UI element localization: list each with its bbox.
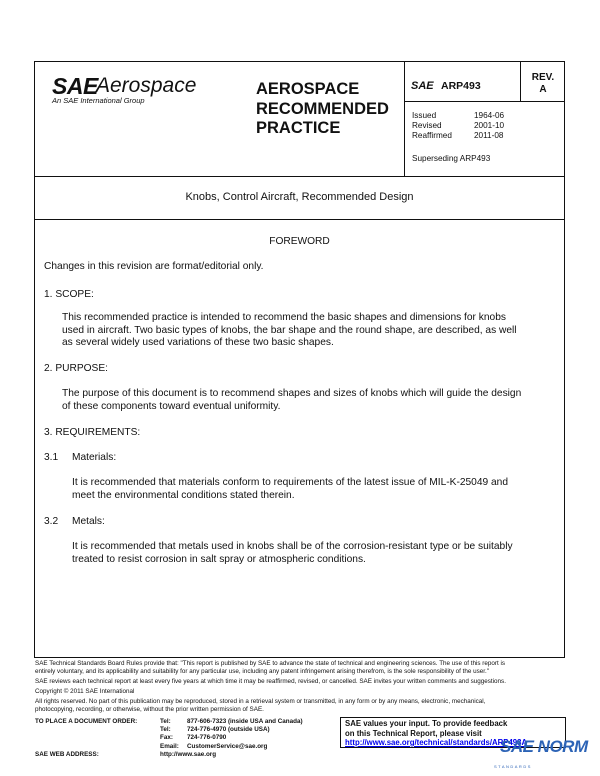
revision-value: A <box>539 84 547 95</box>
sae-norm-watermark: SAE NORM <box>500 737 588 756</box>
footer-line: photocopying, recording, or otherwise, without the prior written permission of SAE. <box>35 706 264 714</box>
sae-logo: SAE <box>52 73 98 99</box>
text-line: It is recommended that metals used in knobs shall be of the corrosion-resistant type or be suitably <box>72 541 513 552</box>
contact-email[interactable]: CustomerService@sae.org <box>187 742 268 750</box>
doc-type-line: RECOMMENDED <box>256 99 389 118</box>
header-column-divider <box>404 61 405 176</box>
document-title: Knobs, Control Aircraft, Recommended Design <box>185 191 414 203</box>
section-3-2-text <box>72 541 513 566</box>
document-number: ARP493 <box>441 80 481 92</box>
contact-value[interactable]: 724-776-0790 <box>187 734 227 742</box>
footer-line: entirely voluntary, and its applicability and suitability for any particular use, including any patent infringement arising therefrom, is the sole responsibility of the user." <box>35 668 489 676</box>
contact-row <box>160 734 303 742</box>
contact-label: Tel: <box>160 726 171 734</box>
section-3-2-heading: Metals: <box>72 516 105 527</box>
section-3-1-text <box>72 477 508 502</box>
docnum-divider <box>404 101 565 102</box>
superseding-note: Superseding ARP493 <box>412 154 491 163</box>
watermark-subtext: STANDARDS <box>494 764 532 769</box>
section-1-heading: 1. SCOPE: <box>44 289 94 300</box>
feedback-link[interactable]: http://www.sae.org/technical/standards/ARP493A <box>345 738 528 747</box>
order-label-text: TO PLACE A DOCUMENT ORDER: <box>35 718 138 725</box>
date-label: Issued <box>412 111 437 120</box>
text-line: of these components toward eventual uniformity. <box>62 400 281 412</box>
header-divider <box>34 176 565 177</box>
contact-list <box>160 718 303 751</box>
footer-line: All rights reserved. No part of this publication may be reproduced, stored in a retrieval system or transmitted, in any form or by any means, electronic, mechanical, <box>35 698 486 705</box>
web-address[interactable] <box>160 751 216 759</box>
section-3-1-heading: Materials: <box>72 452 117 463</box>
contact-label: Fax: <box>160 734 173 742</box>
web-address-text[interactable]: http://www.sae.org <box>160 751 217 758</box>
rights-note <box>35 698 565 714</box>
aerospace-logo-text: Aerospace <box>96 74 197 97</box>
text-line: This recommended practice is intended to recommend the basic shapes and dimensions for knobs <box>62 312 506 323</box>
contact-value[interactable]: 877-606-7323 (inside USA and Canada) <box>187 718 303 725</box>
review-note: SAE reviews each technical report at least every five years at which time it may be reaffirmed, revised, or cancelled. SAE invites your written comments and suggestions. <box>35 678 506 685</box>
feedback-line: SAE values your input. To provide feedback <box>345 719 508 728</box>
section-2-text <box>62 388 521 413</box>
web-label <box>35 751 99 759</box>
date-value: 2001-10 <box>474 121 505 130</box>
text-line: meet the environmental conditions stated therein. <box>72 489 295 501</box>
foreword-text: Changes in this revision are format/editorial only. <box>44 261 264 272</box>
section-3-2-number: 3.2 <box>44 516 59 527</box>
web-label-text: SAE WEB ADDRESS: <box>35 751 99 758</box>
document-frame <box>34 61 565 658</box>
date-label: Revised <box>412 121 442 130</box>
title-divider <box>34 219 565 220</box>
copyright: Copyright © 2011 SAE International <box>35 688 135 695</box>
section-2-heading: 2. PURPOSE: <box>44 363 108 374</box>
text-line: It is recommended that materials conform to requirements of the latest issue of MIL-K-25049 and <box>72 477 509 488</box>
date-row <box>412 111 504 121</box>
sae-small-logo: SAE <box>411 80 434 92</box>
contact-label: Email: <box>160 742 179 750</box>
text-line: treated to resist corrosion in salt spray or atmospheric conditions. <box>72 553 366 565</box>
revision-box <box>528 72 558 96</box>
logo-tagline: An SAE International Group <box>52 96 145 105</box>
date-value: 2011-08 <box>474 131 504 140</box>
contact-row <box>160 743 303 751</box>
date-label: Reaffirmed <box>412 131 452 140</box>
section-1-text <box>62 312 517 350</box>
section-3-1-number: 3.1 <box>44 452 59 463</box>
text-line: The purpose of this document is to recommend shapes and sizes of knobs which will guide the design <box>62 388 522 399</box>
date-row <box>412 131 504 141</box>
foreword-heading: FOREWORD <box>269 236 330 247</box>
doc-type-line: PRACTICE <box>256 119 341 137</box>
contact-value[interactable]: 724-776-4970 (outside USA) <box>187 726 270 734</box>
document-dates <box>412 111 504 141</box>
rev-column-divider <box>520 61 521 101</box>
footer-line: SAE Technical Standards Board Rules provide that: "This report is published by SAE to advance the state of technical and engineering sciences. The use of this report is <box>35 660 505 667</box>
date-row <box>412 121 504 131</box>
text-line: used in aircraft. Two basic types of knobs, the bar shape and the round shape, are described, as well <box>62 324 517 336</box>
contact-row <box>160 726 303 734</box>
board-rules <box>35 660 565 676</box>
doc-type-line: AEROSPACE <box>256 80 360 98</box>
contact-row <box>160 718 303 726</box>
text-line: as several widely used variations of these two basic shapes. <box>62 337 334 349</box>
date-value: 1964-06 <box>474 111 505 120</box>
order-label <box>35 718 137 726</box>
feedback-line: on this Technical Report, please visit <box>345 728 482 738</box>
document-type <box>256 80 404 139</box>
contact-label: Tel: <box>160 718 171 725</box>
revision-label: REV. <box>531 72 555 83</box>
section-3-heading: 3. REQUIREMENTS: <box>44 427 141 438</box>
